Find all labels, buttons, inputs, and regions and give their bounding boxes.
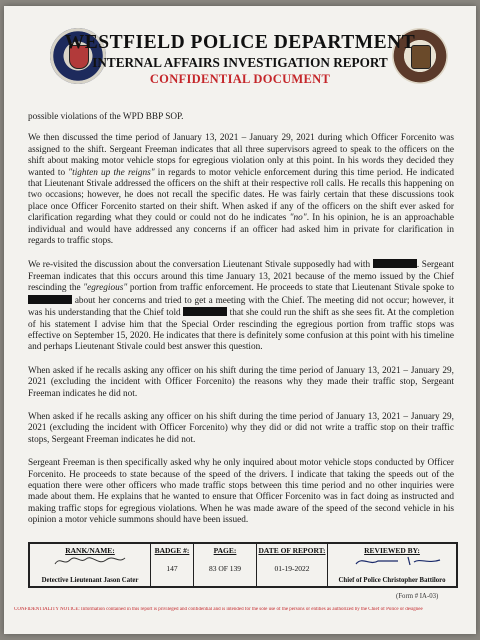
investigator-signature <box>50 554 130 568</box>
redaction-bar <box>373 259 417 268</box>
paragraph-stivale-conversation: We re-visited the discussion about the conversation Lieutenant Stivale supposedly had with . Sergeant Freeman indicates that this occurs around this time January 13, 2021 because of the memo issued by the Chief rescinding the "egregious" portion from traffic enforcement. He proceeds to state that Lieutenant Stivale spoke to about her concerns and tried to get a meeting with the Chief. The meeting did not occur; however, it was his understanding that the Chief told that she could run the shift as she sees fit. At the completion of his statement I advise him that the Special Order rescinding the egregious portion from traffic stops was effective on September 15, 2020. He indicates that there is definitely some confusion at this point with his timeline and perhaps Lieutenant Stivale could best answer this question. <box>28 260 454 353</box>
report-footer-table <box>28 542 458 588</box>
form-number: (Form # IA-03) <box>396 593 439 600</box>
paragraph-write-question: When asked if he recalls asking any officer on his shift during the time period of January 13, 2021 – January 29, 2021 (excluding the incident with Officer Forcenito) why they did or did not write a traffic stop on their traffic stops, Sergeant Freeman indicates he did not. <box>28 411 454 445</box>
rank-name-value: Detective Lieutenant Jason Cater <box>41 577 139 584</box>
classification-label: CONFIDENTIAL DOCUMENT <box>149 72 331 86</box>
paragraph-reasons-question: When asked if he recalls asking any officer on his shift during the time period of January 13, 2021 – January 29, 2021 (excluding the incident with Officer Forcenito) the reasons why they made their traffic stop, Sergeant Freeman indicates he did not. <box>28 365 454 399</box>
report-body <box>28 112 454 539</box>
rank-name-cell: RANK/NAME: Detective Lieutenant Jason Cater <box>30 544 151 586</box>
reviewer-signature <box>348 554 448 568</box>
reviewed-by-value: Chief of Police Christopher Battiloro <box>338 577 446 584</box>
redaction-bar <box>183 307 227 316</box>
paragraph-forcenito-inquiry: Sergeant Freeman is then specifically asked why he only inquired about motor vehicle stops conducted by Officer Forcenito. He proceeds to state because of the speed of the drivers. I indicate that taking the speeds out of the equation there were other officers who made traffic stops between this time period and no other inquiries were made about them. He explains that he wanted to ensure that Officer Forcenito was in fact doing as instructed and making traffic stops for egregious violations. When he was made aware of the speed of the second vehicle in his opinion a motor vehicle summons should have been issued. <box>28 458 454 526</box>
paragraph-time-period: We then discussed the time period of January 13, 2021 – January 29, 2021 during which Officer Forcenito was assigned to the shift. Sergeant Freeman indicates that all three supervisors agreed to speak to the officers on the shift about making motor vehicle stops for egregious violation only at this point. In his words they decided they wanted to "tighten up the reigns" in regards to motor vehicle enforcement during this time period. He indicated that Lieutenant Stivale addressed the officers on the shift at their respective roll calls. He recalls this happening on two occasions; however, he does not recall the specific dates. He was fairly certain that these discussions took place once Officer Forcenito started on their shift. When asked if any of the officers on the shift ever asked for clarification regarding what they could or could not do he indicates "no". In his opinion, he is an approachable individual and would have addressed any concerns if an officer had asked him in private for clarification in regards to traffic stops. <box>28 133 455 247</box>
department-title: WESTFIELD POLICE DEPARTMENT <box>64 32 416 53</box>
page-cell: PAGE: 83 OF 139 <box>194 544 257 586</box>
report-page <box>4 6 476 634</box>
date-cell: DATE OF REPORT: 01-19-2022 <box>257 544 328 586</box>
reviewed-by-cell: REVIEWED BY: Chief of Police Christopher Battiloro <box>328 544 456 586</box>
badge-cell: BADGE #: 147 <box>151 544 194 586</box>
badge-value: 147 <box>166 564 178 573</box>
report-type: INTERNAL AFFAIRS INVESTIGATION REPORT <box>92 55 388 70</box>
redaction-bar <box>28 295 72 304</box>
paragraph-continued: possible violations of the WPD BBP SOP. <box>28 112 184 122</box>
confidentiality-notice: CONFIDENTIALITY NOTICE: Information contained in this report is privileged and confidential and is intended for the sole use of the persons or entities as authorized by the Chief of Police or designee <box>14 607 423 612</box>
report-header <box>4 32 476 87</box>
page-value: 83 OF 139 <box>208 564 242 573</box>
date-value: 01-19-2022 <box>274 564 310 573</box>
